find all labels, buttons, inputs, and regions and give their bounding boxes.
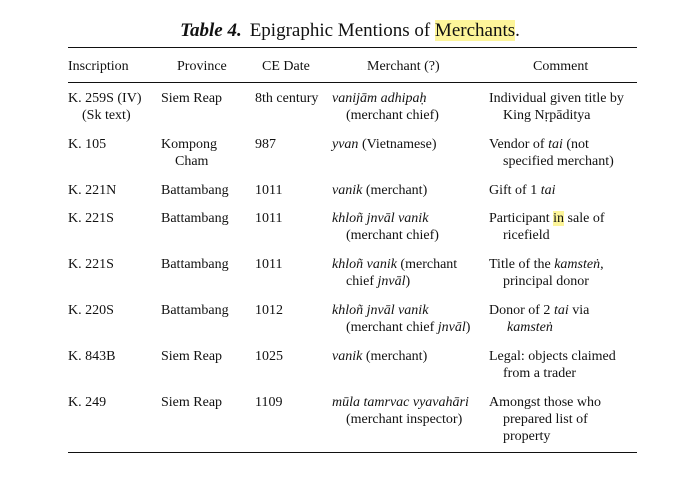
cell-province: Siem Reap bbox=[161, 395, 223, 410]
cell-comment: Legal: objects claimed from a trader bbox=[489, 349, 616, 381]
cell-comment: Individual given title by King Nṛpāditya bbox=[489, 91, 624, 123]
cell-province: Siem Reap bbox=[161, 91, 223, 106]
cell-comment: Title of the kamsteṅ, principal donor bbox=[489, 257, 604, 289]
cell-date: 1109 bbox=[255, 395, 283, 410]
highlight-merchants: Merchants bbox=[434, 20, 516, 41]
cell-inscription: K. 843B bbox=[68, 349, 116, 364]
table-title: Epigraphic Mentions of Merchants. bbox=[249, 20, 520, 41]
cell-province: Battambang bbox=[161, 303, 229, 318]
cell-merchant: khloñ jnvāl vanik (merchant chief) bbox=[332, 211, 439, 243]
cell-inscription: K. 249 bbox=[68, 395, 107, 410]
cell-date: 1012 bbox=[255, 303, 283, 318]
cell-merchant: vanik (merchant) bbox=[332, 183, 428, 198]
cell-merchant: mūla tamrvac vyavahāri (merchant inspector) bbox=[332, 395, 469, 427]
cell-merchant: vanik (merchant) bbox=[332, 349, 428, 364]
top-rule bbox=[68, 47, 637, 48]
cell-inscription: K. 105 bbox=[68, 137, 107, 152]
table-caption bbox=[0, 20, 700, 42]
table-label: Table 4. bbox=[180, 20, 242, 41]
cell-inscription: K. 221S bbox=[68, 211, 114, 226]
cell-date: 1011 bbox=[255, 257, 283, 272]
cell-comment: Gift of 1 tai bbox=[489, 183, 556, 198]
header-date: CE Date bbox=[262, 59, 310, 74]
cell-date: 987 bbox=[255, 137, 276, 152]
header-merchant: Merchant (?) bbox=[367, 59, 440, 74]
bottom-rule bbox=[68, 452, 637, 453]
cell-date: 1025 bbox=[255, 349, 283, 364]
cell-merchant: khloñ vanik (merchant chief jnvāl) bbox=[332, 257, 458, 289]
cell-inscription: K. 221N bbox=[68, 183, 117, 198]
cell-date: 8th century bbox=[255, 91, 319, 106]
cell-province: Kompong Cham bbox=[161, 137, 217, 169]
cell-merchant: khloñ jnvāl vanik (merchant chief jnvāl) bbox=[332, 303, 471, 335]
cell-date: 1011 bbox=[255, 183, 283, 198]
cell-inscription: K. 221S bbox=[68, 257, 114, 272]
cell-inscription: K. 220S bbox=[68, 303, 114, 318]
cell-date: 1011 bbox=[255, 211, 283, 226]
cell-province: Battambang bbox=[161, 183, 229, 198]
cell-comment: Vendor of tai (not specified merchant) bbox=[489, 137, 614, 169]
cell-comment: Donor of 2 tai via kamsteṅ bbox=[489, 303, 590, 335]
header-inscription: Inscription bbox=[68, 59, 129, 74]
cell-province: Siem Reap bbox=[161, 349, 223, 364]
highlight-in: in bbox=[553, 211, 565, 226]
cell-merchant: yvan (Vietnamese) bbox=[332, 137, 437, 152]
header-province: Province bbox=[177, 59, 227, 74]
cell-comment: Participant in sale of ricefield bbox=[489, 211, 605, 243]
header-comment: Comment bbox=[533, 59, 589, 74]
cell-inscription: K. 259S (IV) (Sk text) bbox=[68, 91, 142, 123]
cell-merchant: vanijām adhipaḥ (merchant chief) bbox=[332, 91, 439, 123]
cell-province: Battambang bbox=[161, 211, 229, 226]
header-rule bbox=[68, 82, 637, 83]
cell-comment: Amongst those who prepared list of property bbox=[489, 395, 601, 444]
cell-province: Battambang bbox=[161, 257, 229, 272]
